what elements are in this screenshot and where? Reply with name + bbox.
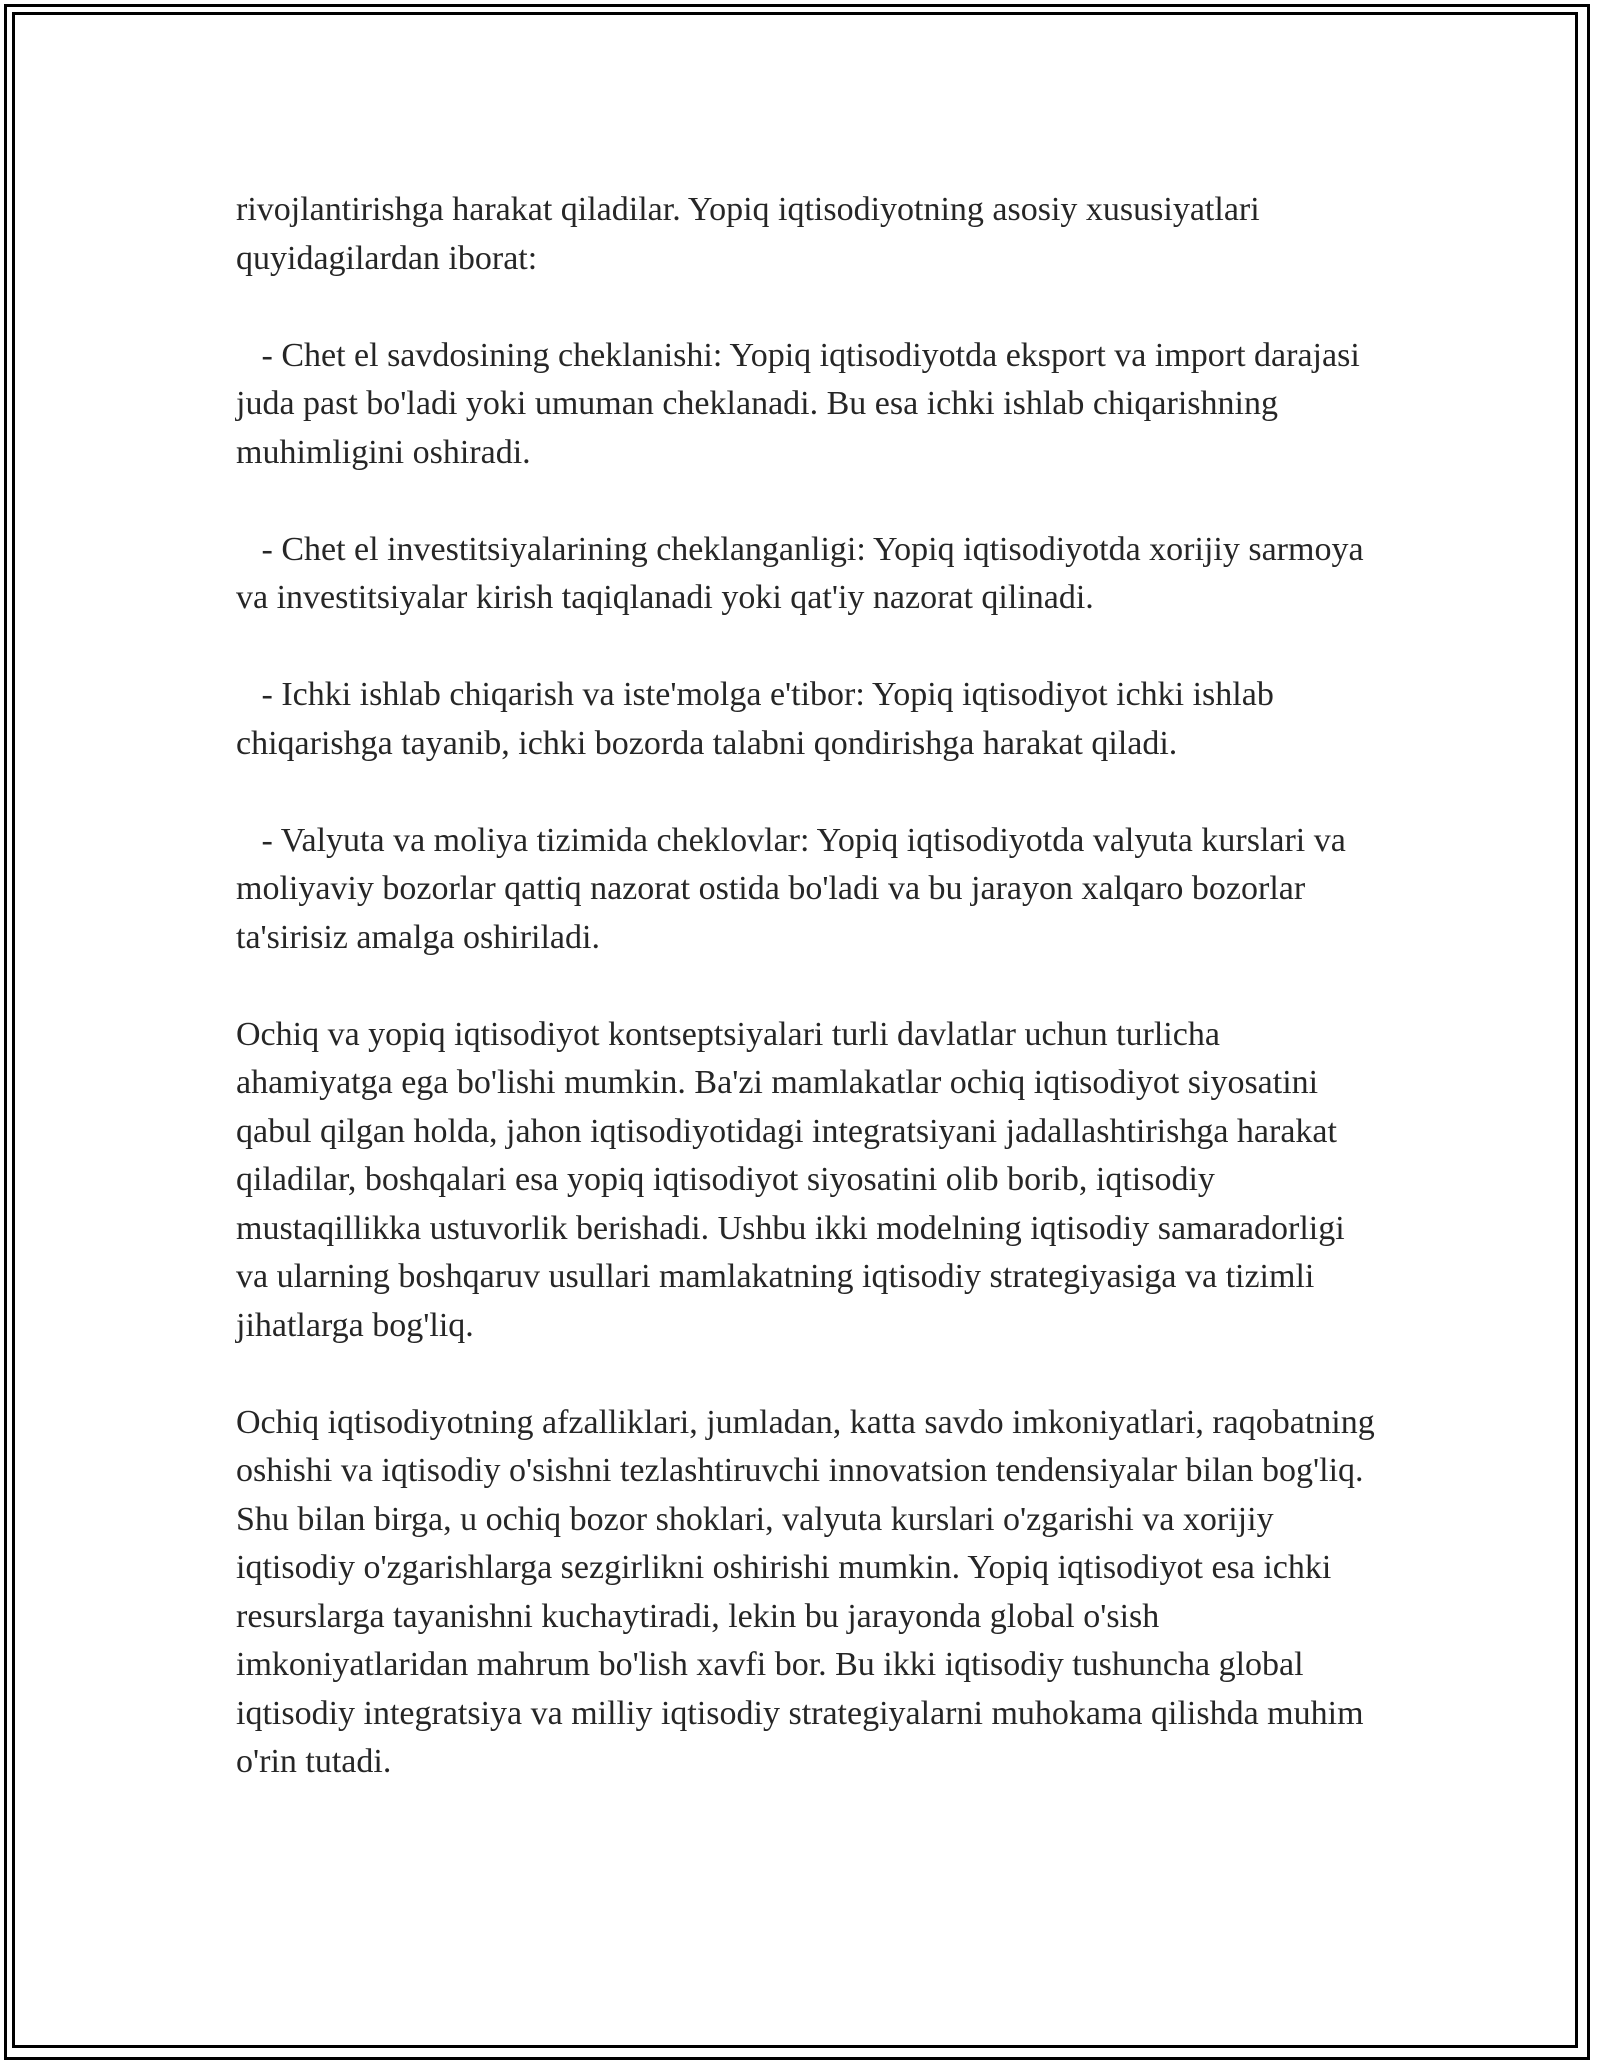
list-item-domestic-production: - Ichki ishlab chiqarish va iste'molga e'tibor: Yopiq iqtisodiyot ichki ishlab chiqarishga tayanib, ichki bozorda talabni qondirishga harakat qiladi. (236, 676, 1283, 762)
document-body (236, 186, 1384, 1835)
list-item-foreign-investment: - Chet el investitsiyalarining cheklanganligi: Yopiq iqtisodiyotda xorijiy sarmoya va investitsiyalar kirish taqiqlanadi yoki qat'iy nazorat qilinadi. (236, 530, 1373, 616)
list-item-foreign-trade: - Chet el savdosining cheklanishi: Yopiq iqtisodiyotda eksport va import darajasi juda past bo'ladi yoki umuman cheklanadi. Bu esa ichki ishlab chiqarishning muhimligini oshiradi. (236, 336, 1369, 471)
list-item-currency-finance: - Valyuta va moliya tizimida cheklovlar: Yopiq iqtisodiyotda valyuta kurslari va moliyaviy bozorlar qattiq nazorat ostida bo'ladi va bu jarayon xalqaro bozorlar ta'sirisiz amalga oshiriladi. (236, 821, 1355, 956)
paragraph-concepts-comparison: Ochiq va yopiq iqtisodiyot kontseptsiyalari turli davlatlar uchun turlicha ahamiyatga ega bo'lishi mumkin. Ba'zi mamlakatlar ochiq iqtisodiyot siyosatini qabul qilgan holda, jahon iqtisodiyotidagi integratsiyani jadallashtirishga harakat qiladilar, boshqalari esa yopiq iqtisodiyot siyosatini olib borib, iqtisodiy mustaqillikka ustuvorlik berishadi. Ushbu ikki modelning iqtisodiy samaradorligi va ularning boshqaruv usullari mamlakatning iqtisodiy strategiyasiga va tizimli jihatlarga bog'liq. (236, 1015, 1354, 1344)
paragraph-advantages: Ochiq iqtisodiyotning afzalliklari, jumladan, katta savdo imkoniyatlari, raqobatning oshishi va iqtisodiy o'sishni tezlashtiruvchi innovatsion tendensiyalar bilan bog'liq. Shu bilan birga, u ochiq bozor shoklari, valyuta kurslari o'zgarishi va xorijiy iqtisodiy o'zgarishlarga sezgirlikni oshirishi mumkin. Yopiq iqtisodiyot esa ichki resurslarga tayanishni kuchaytiradi, lekin bu jarayonda global o'sish imkoniyatlaridan mahrum bo'lish xavfi bor. Bu ikki iqtisodiy tushuncha global iqtisodiy integratsiya va milliy iqtisodiy strategiyalarni muhokama qilishda muhim o'rin tutadi. (236, 1403, 1384, 1780)
paragraph-intro-continuation: rivojlantirishga harakat qiladilar. Yopiq iqtisodiyotning asosiy xususiyatlari quyidagilardan iborat: (236, 191, 1269, 277)
